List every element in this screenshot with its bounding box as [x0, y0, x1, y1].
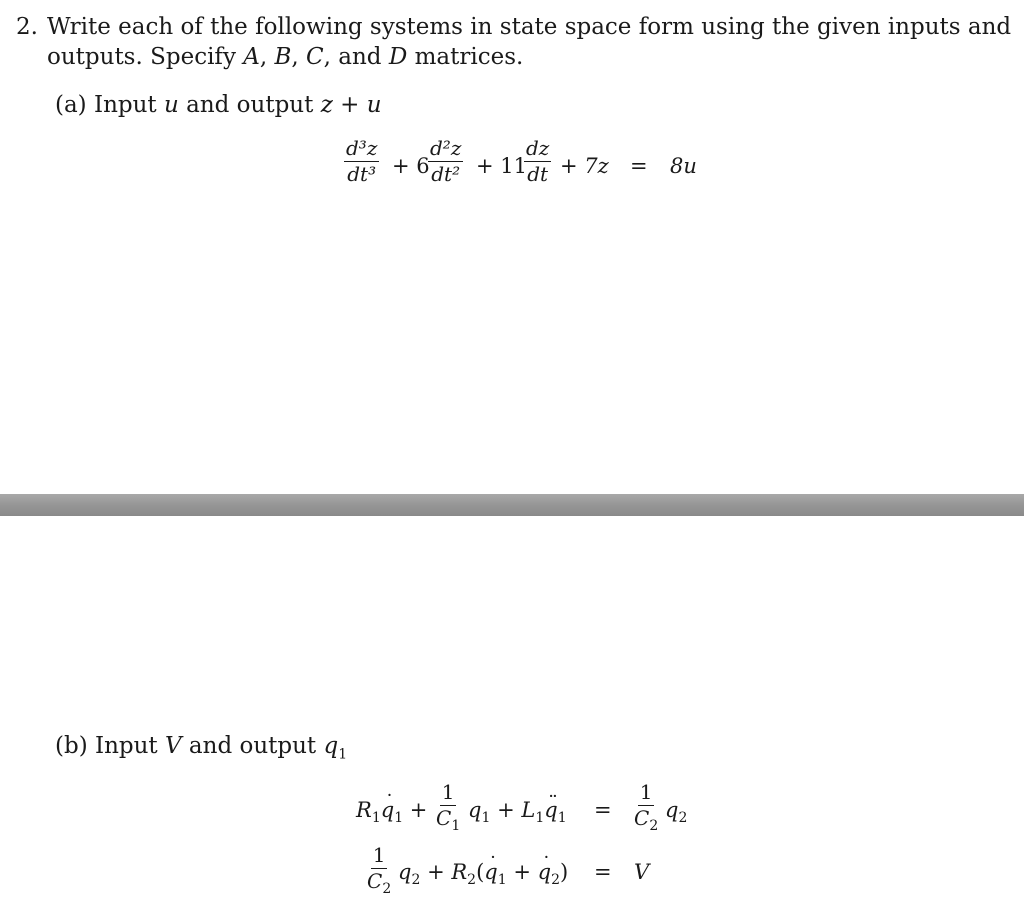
numerator: d³z — [346, 136, 378, 160]
separator: , — [259, 44, 275, 70]
denominator: $C_2$ — [634, 806, 659, 834]
fraction-1-over-c1 — [434, 780, 462, 834]
matrix-b-symbol: B — [274, 44, 292, 70]
numerator: 1 — [372, 843, 386, 867]
fraction-1-over-c2 — [632, 780, 660, 834]
denominator: $C_2$ — [367, 869, 392, 897]
part-a-input-var: u — [163, 92, 179, 118]
numerator: 1 — [441, 780, 455, 804]
part-a-label: (a) — [55, 92, 87, 118]
denominator: $C_1$ — [436, 806, 461, 834]
problem-line-2-suffix: matrices. — [407, 44, 524, 70]
denominator: dt³ — [347, 162, 377, 186]
q1-dot: q ˙ — [381, 800, 394, 821]
problem-line-2 — [47, 46, 523, 69]
matrix-a-symbol: A — [243, 44, 260, 70]
denominator: dt — [527, 162, 549, 186]
numerator: d²z — [430, 136, 462, 160]
matrix-d-symbol: D — [388, 44, 408, 70]
rhs-8u: 8u — [670, 154, 697, 178]
equals-sign: = — [630, 154, 648, 178]
eq2-rhs-v: V — [634, 860, 650, 884]
part-b-text-input: Input — [94, 733, 158, 759]
part-b-label: (b) — [55, 733, 88, 759]
plus-sign: + — [427, 860, 445, 884]
q1-dot: q ˙ — [484, 862, 497, 883]
part-b-output-var: $q_1$ — [323, 733, 348, 763]
part-a-text-input: Input — [93, 92, 157, 118]
problem-number: 2. — [16, 14, 38, 40]
problem-line-2-prefix: outputs. Specify — [47, 44, 236, 70]
part-b-input-var: V — [164, 733, 182, 759]
term-plus-7z: + 7z — [560, 154, 609, 178]
separator: , — [291, 44, 307, 70]
numerator: 1 — [639, 780, 653, 804]
fraction-d3z-dt3 — [344, 138, 379, 185]
plus-sign: + — [409, 798, 428, 822]
part-a-heading — [55, 94, 382, 117]
matrix-c-symbol: C — [306, 44, 324, 70]
part-a-text-output: and output — [186, 92, 314, 118]
fraction-dz-dt — [524, 138, 551, 185]
and-word: , and — [323, 44, 382, 70]
plus-sign: + — [513, 860, 531, 884]
term-plus-11: + 11 — [476, 154, 527, 178]
page-divider-bar — [0, 494, 1024, 516]
part-a-output-expr: z + u — [320, 92, 382, 118]
part-b-heading — [55, 733, 348, 763]
eq2-lhs-expression: $q_2 + R_2(q$ $˙_1 + q$ $˙_2$) — [398, 862, 568, 883]
eq1-q1-plus-l1-q1ddot: $q_1 + L_1q$ $¨_1$ — [468, 800, 567, 821]
eq2-equals-sign: = — [594, 860, 612, 884]
part-b-text-output: and output — [188, 733, 317, 759]
eq1-equals-sign: = — [594, 798, 612, 822]
fraction-1-over-c2-lhs — [365, 843, 393, 897]
numerator: dz — [526, 136, 550, 160]
q2-dot: q ˙ — [538, 862, 551, 883]
eq1-lhs-r1-q1dot: $R_1q$ $˙_1$ + — [356, 800, 427, 821]
fraction-d2z-dt2 — [428, 138, 463, 185]
q1-ddot: q ¨ — [544, 800, 557, 821]
eq1-rhs-q2: $q_2$ — [665, 798, 688, 827]
problem-line-1: Write each of the following systems in state space form using the given inputs and — [47, 14, 1012, 40]
denominator: dt² — [431, 162, 461, 186]
plus-sign: + — [497, 798, 515, 822]
term-plus-6: + 6 — [392, 154, 430, 178]
